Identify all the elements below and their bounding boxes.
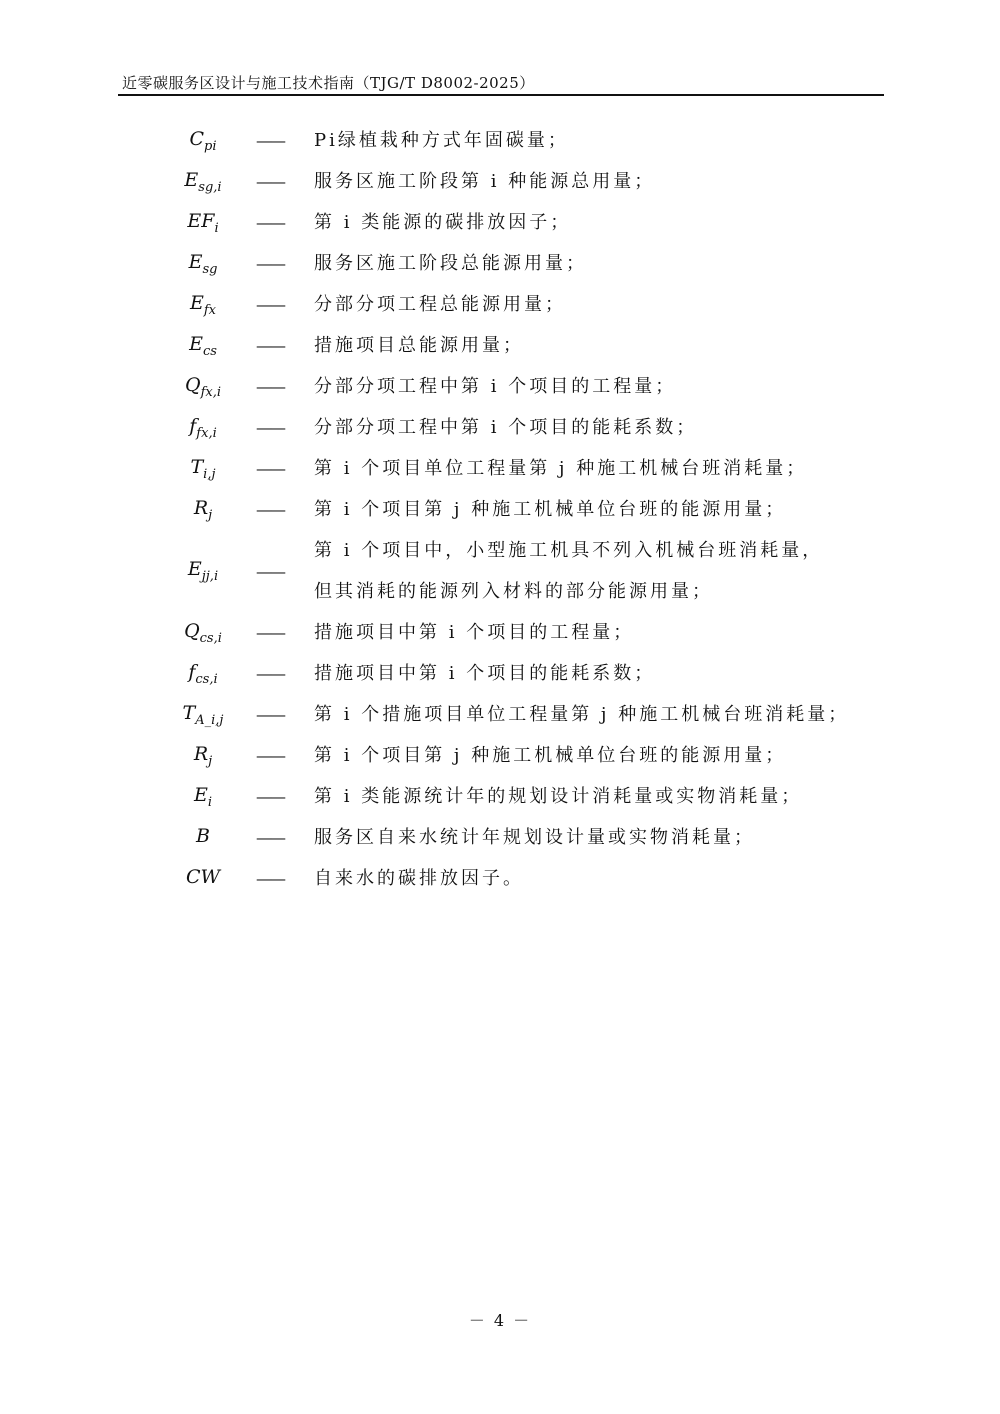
definition-line-2: 但其消耗的能源列入材料的部分能源用量；	[314, 581, 713, 602]
dash-separator: ——	[256, 336, 284, 355]
definition-text: 分部分项工程中第 i 个项目的能耗系数；	[314, 417, 698, 438]
dash-separator: ——	[256, 131, 284, 150]
definition-row	[150, 284, 880, 325]
symbol: $T_{A\_i,j}$	[182, 701, 224, 728]
dash-separator: ——	[256, 459, 284, 478]
symbol-definitions-list	[150, 120, 880, 899]
symbol: $Q_{cs,i}$	[184, 619, 222, 646]
definition-text: 第 i 个项目第 j 种施工机械单位台班的能源用量；	[314, 745, 787, 766]
definition-text: 措施项目中第 i 个项目的能耗系数；	[314, 663, 656, 684]
dash-separator: ——	[256, 213, 284, 232]
definition-text: Pi绿植栽种方式年固碳量；	[314, 130, 569, 151]
definition-row	[150, 407, 880, 448]
definition-text: 自来水的碳排放因子。	[314, 868, 524, 889]
definition-row	[150, 243, 880, 284]
definition-text: 分部分项工程总能源用量；	[314, 294, 566, 315]
symbol: $Q_{fx,i}$	[184, 373, 221, 400]
dash-separator: ——	[256, 172, 284, 191]
definition-text: 第 i 类能源的碳排放因子；	[314, 212, 572, 233]
definition-row	[150, 694, 880, 735]
definition-line-1: 第 i 个项目中，小型施工机具不列入机械台班消耗量，	[314, 540, 824, 561]
definition-row	[150, 858, 880, 899]
dash-separator: ——	[256, 664, 284, 683]
symbol: $R_j$	[193, 496, 213, 523]
dash-separator: ——	[256, 500, 284, 519]
definition-text: 第 i 个项目单位工程量第 j 种施工机械台班消耗量；	[314, 458, 808, 479]
definition-row	[150, 776, 880, 817]
symbol: $f_{cs,i}$	[188, 660, 218, 687]
definition-text: 措施项目中第 i 个项目的工程量；	[314, 622, 635, 643]
dash-separator: ——	[256, 418, 284, 437]
dash-separator: ——	[256, 746, 284, 765]
header-rule	[118, 94, 884, 96]
definition-row	[150, 817, 880, 858]
symbol: $EF_i$	[187, 209, 219, 236]
symbol: $T_{i,j}$	[190, 455, 216, 482]
dash-separator: ——	[256, 295, 284, 314]
symbol: $E_{sg,i}$	[184, 168, 222, 195]
symbol: $E_{fx}$	[189, 291, 217, 318]
definition-text: 服务区施工阶段总能源用量；	[314, 253, 587, 274]
dash-separator: ——	[256, 623, 284, 642]
symbol: $f_{fx,i}$	[189, 414, 217, 441]
symbol: $E_{jj,i}$	[187, 558, 219, 584]
symbol: $C_{pi}$	[189, 127, 217, 154]
page-number: － 4 －	[468, 1311, 532, 1330]
definition-text: 分部分项工程中第 i 个项目的工程量；	[314, 376, 677, 397]
symbol: $R_j$	[193, 742, 213, 769]
dash-separator: ——	[256, 254, 284, 273]
definition-text: 服务区自来水统计年规划设计量或实物消耗量；	[314, 827, 755, 848]
dash-separator: ——	[256, 561, 284, 581]
symbol: $E_{cs}$	[189, 332, 217, 359]
definition-text: 第 i 个措施项目单位工程量第 j 种施工机械台班消耗量；	[314, 704, 850, 725]
definition-row	[150, 120, 880, 161]
definition-row	[150, 366, 880, 407]
dash-separator: ——	[256, 828, 284, 847]
definition-text: 措施项目总能源用量；	[314, 335, 524, 356]
definition-row	[150, 735, 880, 776]
definition-row	[150, 202, 880, 243]
definition-row	[150, 325, 880, 366]
definition-text: 第 i 个项目第 j 种施工机械单位台班的能源用量；	[314, 499, 787, 520]
definition-row	[150, 530, 880, 612]
definition-row	[150, 612, 880, 653]
definition-row	[150, 653, 880, 694]
definition-row	[150, 489, 880, 530]
definition-row	[150, 448, 880, 489]
symbol: $E_{sg}$	[188, 250, 218, 277]
definition-row	[150, 161, 880, 202]
symbol: CW	[185, 865, 221, 888]
symbol: B	[196, 824, 210, 847]
running-header: 近零碳服务区设计与施工技术指南（TJG/T D8002-2025）	[122, 74, 535, 92]
dash-separator: ——	[256, 705, 284, 724]
definition-text	[314, 530, 880, 612]
dash-separator: ——	[256, 377, 284, 396]
definition-text: 服务区施工阶段第 i 种能源总用量；	[314, 171, 656, 192]
symbol: $E_i$	[193, 783, 213, 810]
dash-separator: ——	[256, 787, 284, 806]
dash-separator: ——	[256, 869, 284, 888]
definition-text: 第 i 类能源统计年的规划设计消耗量或实物消耗量；	[314, 786, 803, 807]
